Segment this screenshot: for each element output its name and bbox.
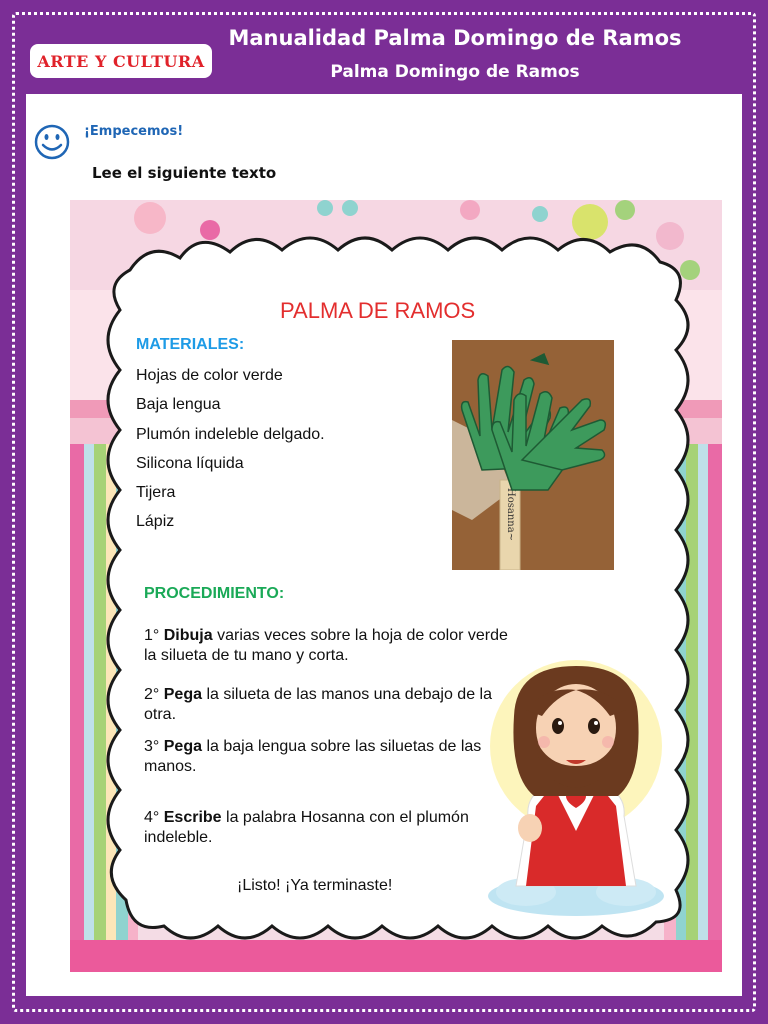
list-item: Tijera	[136, 484, 176, 502]
list-item: Lápiz	[136, 513, 175, 531]
list-item: Baja lengua	[136, 396, 221, 414]
step-verb: Pega	[163, 686, 202, 703]
step-number: 3°	[144, 738, 160, 755]
instruction-text: Lee el siguiente texto	[92, 164, 277, 182]
step-2	[144, 685, 509, 725]
step-verb: Pega	[163, 738, 202, 755]
page-title: Manualidad Palma Domingo de Ramos	[228, 26, 682, 50]
step-verb: Dibuja	[163, 627, 213, 644]
start-label: ¡Empecemos!	[84, 124, 184, 139]
list-item: Hojas de color verde	[136, 367, 283, 384]
step-number: 2°	[144, 686, 160, 703]
subject-badge: ARTE Y CULTURA	[30, 44, 212, 78]
step-number: 1°	[144, 627, 160, 644]
materials-list	[136, 364, 325, 540]
step-text: varias veces sobre la hoja de color verde la silueta de tu mano y corta.	[144, 627, 508, 664]
procedure-heading: PROCEDIMIENTO:	[144, 585, 285, 602]
card-title: PALMA DE RAMOS	[280, 298, 476, 323]
step-4	[144, 808, 509, 848]
step-1	[144, 626, 509, 666]
smiley-icon	[34, 124, 70, 160]
step-text: la palabra Hosanna con el plumón indeleble.	[144, 809, 469, 846]
stick-label: Hosanna~	[505, 488, 516, 542]
step-number: 4°	[144, 809, 160, 826]
step-text: la baja lengua sobre las siluetas de las manos.	[144, 738, 482, 775]
step-verb: Escribe	[163, 809, 222, 826]
list-item: Plumón indeleble delgado.	[136, 425, 325, 443]
page-subtitle: Palma Domingo de Ramos	[330, 62, 580, 82]
list-item: Silicona líquida	[136, 454, 244, 472]
step-3	[144, 737, 509, 777]
step-text: la silueta de las manos una debajo de la otra.	[144, 686, 492, 723]
jesus-illustration	[486, 656, 666, 922]
closing-text: ¡Listo! ¡Ya terminaste!	[237, 877, 393, 894]
palm-craft-photo	[452, 340, 614, 570]
materials-heading: MATERIALES:	[136, 336, 245, 353]
